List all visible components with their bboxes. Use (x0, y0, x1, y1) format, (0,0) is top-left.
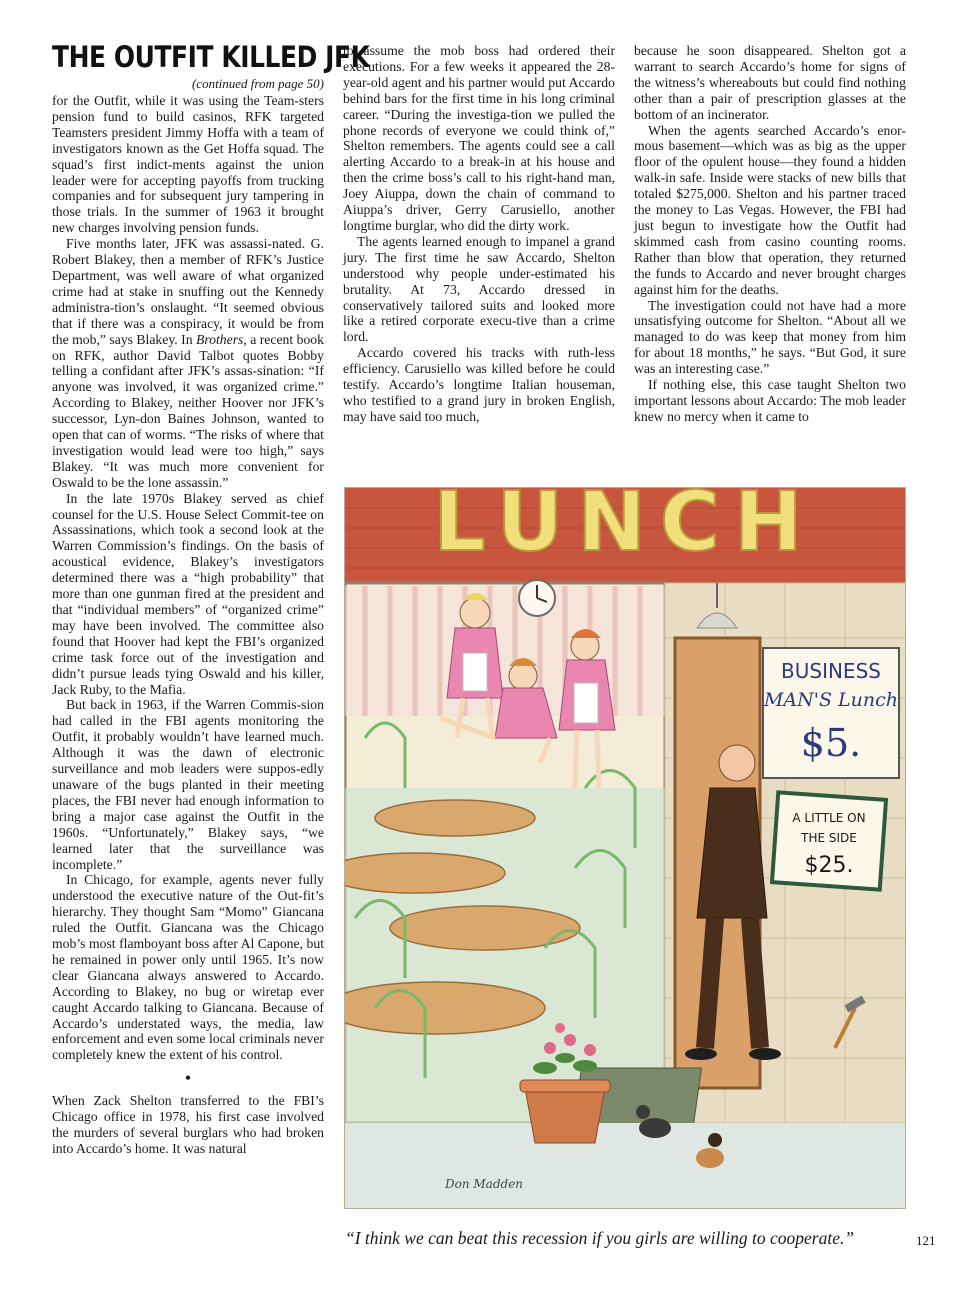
paragraph: The agents learned enough to impanel a grand jury. The first time he saw Accardo, Shelton understood why people under-estimated his brutality. At 73, Accardo dressed in conservatively tailored suits and looked more like a retired corporate execu-tive than a crime lord. (343, 233, 615, 345)
column-3 (634, 43, 906, 425)
page-number: 121 (916, 1233, 936, 1248)
svg-text:A LITTLE ON: A LITTLE ON (792, 811, 866, 825)
artist-signature: Don Madden (445, 1177, 524, 1191)
headline: THE OUTFIT KILLED JFK (52, 40, 370, 74)
paragraph: Five months later, JFK was assassi-nated. G. Robert Blakey, then a member of RFK’s Justice Department, was well aware of what organized crime had at stake in snuffing out the Kennedy administra-tion’s onslaught. “It seemed obvious that if there was a conspiracy, it would be from the mob,” says Blakey. In Brothers, a recent book on RFK, author David Talbot quotes Bobby telling a confidant after JFK’s assas-sination: “If anyone was involved, it was organized crime.” According to Blakey, neither Hoover nor JFK’s successor, Lyn-don Baines Johnson, wanted to open that can of worms. “The risks of where that investigation would lead were too high,” says Blakey. “It was much more convenient for Oswald to be the lone assassin.” (52, 236, 324, 490)
svg-text:$25.: $25. (804, 853, 854, 878)
paragraph: When Zack Shelton transferred to the FBI’s Chicago office in 1978, his first case involved the murders of several burglars who had broken into Accardo’s home. It was natural (52, 1093, 324, 1156)
column-1 (52, 93, 324, 1157)
paragraph: In Chicago, for example, agents never fully understood the executive nature of the Out-fit’s hierarchy. They thought Sam “Momo” Giancana ruled the Outfit. Giancana was the Chicago mob’s most flamboyant boss after Al Capone, but he remained in power only until 1965. It’s now clear Giancana always answered to Accardo. According to Blakey, no bug or wiretap ever caught Accardo talking to Giancana. Because of Accardo’s understated ways, the media, law enforcement and even some local criminals never completely knew the extent of his control. (52, 872, 324, 1063)
paragraph: for the Outfit, while it was using the Team-sters pension fund to build casinos, RFK targeted Teamsters president Jimmy Hoffa with a team of investigators known as the Get Hoffa squad. The squad’s first indict-ments against the union leader were for accepting payoffs from trucking companies and for subsequent jury tampering in those trials. In the summer of 1963 it brought new charges involving pension funds. (52, 93, 324, 236)
lunch-sign: LUNCH (433, 488, 817, 570)
svg-text:BUSINESS: BUSINESS (781, 659, 881, 683)
column-2 (343, 43, 615, 425)
continued-note: (continued from page 50) (191, 76, 324, 91)
clock-icon (519, 580, 555, 616)
cartoon-caption: “I think we can beat this recession if you girls are willing to cooperate.” (345, 1228, 855, 1248)
paragraph: When the agents searched Accardo’s enor-mous basement—which was as big as the upper floor of the opulent house—they found a hidden walk-in safe. Inside were stacks of new bills that totaled $275,000. Shelton and his partner traced the money to Las Vegas. However, the FBI had just begun to investigate how the Outfit had skimmed cash from casino counting rooms. Rather than blow that operation, they returned the funds to Accardo and never brought charges against him for the deaths. (634, 122, 906, 297)
paragraph: The investigation could not have had a more unsatisfying outcome for Shelton. “About all we managed to do was keep that money from him for about 18 months,” he says. “But God, it sure was an interesting case.” (634, 297, 906, 377)
paragraph: Accardo covered his tracks with ruth-less efficiency. Carusiello was killed before he could testify. Accardo’s longtime Italian houseman, who testified to a grand jury in broken English, may have said too much, (343, 345, 615, 424)
svg-text:MAN'S Lunch: MAN'S Lunch (763, 689, 899, 711)
svg-text:THE SIDE: THE SIDE (801, 831, 857, 845)
section-separator: • (184, 1068, 192, 1089)
paragraph: because he soon disappeared. Shelton got a warrant to search Accardo’s home for signs of the witness’s whereabouts but could find nothing other than a pair of prescription glasses at the bottom of an incinerator. (634, 43, 906, 122)
paragraph: In the late 1970s Blakey served as chief counsel for the U.S. House Select Commit-tee on Assassinations, which took a second look at the Warren Commission’s findings. On the basis of acoustical evidence, Blakey’s investigators determined there was a “high probability” that more than one gunman fired at the president and that “individual members” of “organized crime” may have been involved. The committee also found that Hoover had kept the FBI’s organized crime task force out of the investigation and didn’t pursue leads tying Oswald and his killer, Jack Ruby, to the Mafia. (52, 490, 324, 697)
paragraph: If nothing else, this case taught Shelton two important lessons about Accardo: The mob leader knew no mercy when it came to (634, 377, 906, 424)
cartoon-illustration (344, 487, 906, 1209)
paragraph: to assume the mob boss had ordered their executions. For a few weeks it appeared the 28-year-old agent and his partner would put Accardo behind bars for the first time in his long criminal career. “During the investiga-tion we pulled the phone records of everyone we could think of,” Shelton remembers. The agents could see a call alerting Accardo to a break-in at his house and then the crime boss’s call to his right-hand man, Joey Aiuppa, down the chain of command to Aiuppa’s driver, Gerry Carusiello, another longtime burglar, who did the dirty work. (343, 43, 615, 233)
svg-text:$5.: $5. (800, 721, 862, 765)
business-lunch-sign (763, 648, 899, 778)
paragraph: But back in 1963, if the Warren Commis-sion had called in the FBI agents monitoring the Outfit, it probably wouldn’t have learned much. Although it was the dawn of electronic surveillance and mob leaders were suppos-edly unaware of the bugs planted in their meeting places, the FBI never had enough information to bring a major case against the Outfit in the 1960s. “Unfortunately,” Blakey says, “we learned later that the surveillance was incomplete.” (52, 697, 324, 872)
little-on-the-side-sign (772, 792, 886, 889)
